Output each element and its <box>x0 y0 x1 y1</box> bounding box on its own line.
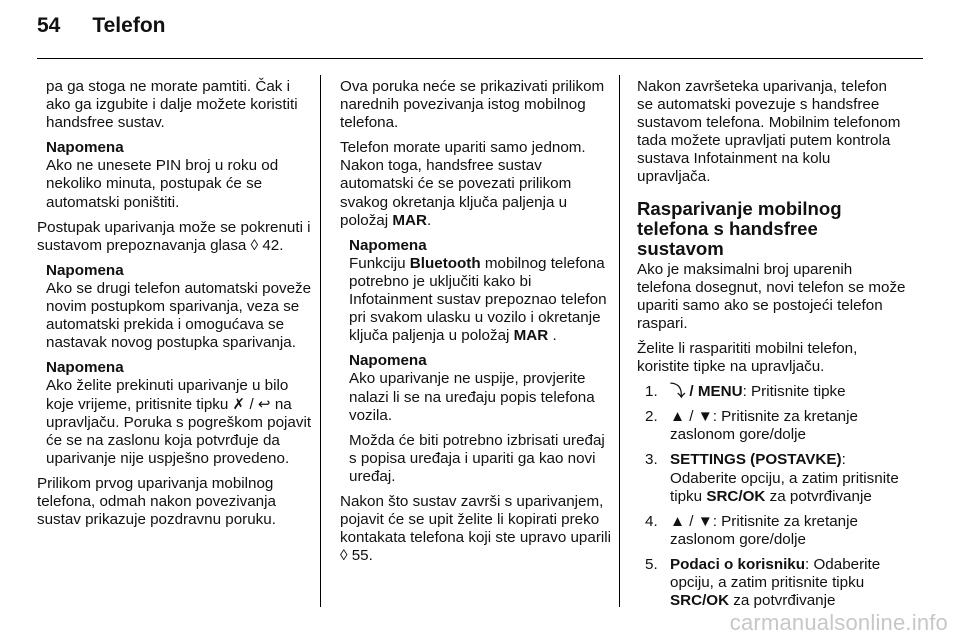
note-heading: Napomena <box>349 352 427 370</box>
paragraph: Nakon završeteka uparivanja, telefon se automatski povezuje s handsfree sustavom telefona. Mobilnim telefonom tada možete upravljati putem kontrola sustava Infotainment na kolu upravljača. <box>637 78 901 186</box>
text-run: . <box>548 327 557 345</box>
paragraph <box>340 139 612 229</box>
column-2 <box>340 78 612 572</box>
header-rule <box>37 58 923 59</box>
column-divider-1 <box>320 75 321 607</box>
step-text: ▲ / ▼: Pritisnite za kretanje zaslonom gore/dolje <box>670 408 858 444</box>
paragraph: Ova poruka neće se prikazivati prilikom narednih povezivanja istog mobilnog telefona. <box>340 78 605 132</box>
note-heading: Napomena <box>46 359 124 377</box>
note <box>37 139 312 211</box>
step-key: ⤵ / MENU <box>670 383 743 401</box>
note-text: Ako ne unesete PIN broj u roku od nekoliko minuta, postupak će se automatski poništiti. <box>46 157 279 211</box>
text-run: . <box>426 211 432 229</box>
column-1 <box>37 78 312 536</box>
paragraph: Nakon što sustav završi s uparivanjem, pojavit će se upit želite li kopirati preko kontakata telefona koji ste upravo uparili ◊ 55. <box>340 492 612 565</box>
step-text: ▲ / ▼: Pritisnite za kretanje zaslonom gore/dolje <box>670 512 858 548</box>
step-text: : Odaberite opciju, a zatim pritisnite tipku <box>670 555 881 591</box>
paragraph: pa ga stoga ne morate pamtiti. Čak i ako ga izgubite i dalje možete koristiti handsfree sustav. <box>46 78 298 132</box>
page-header <box>37 14 165 38</box>
step-key: Podaci o korisniku <box>670 555 806 573</box>
step-number: 3. <box>645 451 658 469</box>
step-number: 2. <box>645 408 658 426</box>
bluetooth-label: Bluetooth <box>409 254 481 272</box>
list-item <box>645 556 907 610</box>
steps-list <box>637 383 907 610</box>
paragraph: Želite li rasparititi mobilni telefon, koristite tipke na upravljaču. <box>637 339 858 376</box>
list-item <box>645 408 907 444</box>
note-heading: Napomena <box>46 261 124 279</box>
note <box>340 237 612 346</box>
text-run: Telefon morate upariti samo jednom. Nakon toga, handsfree sustav automatski će se povezati prilikom svakog okretanja ključa paljenja u položaj <box>340 139 586 229</box>
text-run: Funkciju <box>349 254 410 272</box>
note <box>37 359 312 468</box>
text-run: mobilnog telefona potrebno je uključiti kako bi Infotainment sustav prepoznao telefon pri svakom ulasku u vozilo i okretanje ključa paljenja u položaj <box>349 254 607 345</box>
step-key: SRC/OK <box>670 592 730 610</box>
note <box>37 262 312 352</box>
step-text: za potvrđivanje <box>729 592 836 610</box>
step-number: 1. <box>645 383 658 401</box>
section-title: Telefon <box>92 14 166 37</box>
step-number: 5. <box>645 555 658 573</box>
step-text: : Pritisnite tipke <box>742 383 846 401</box>
watermark: carmanualsonline.info <box>729 610 948 635</box>
note-heading: Napomena <box>46 139 124 157</box>
step-key: SRC/OK <box>706 487 766 505</box>
step-key: SETTINGS (POSTAVKE) <box>670 451 842 469</box>
step-number: 4. <box>645 512 658 530</box>
note-heading: Napomena <box>349 236 427 254</box>
note-text: Ako uparivanje ne uspije, provjerite nalazi li se na uređaju popis telefona vozila. <box>349 370 595 424</box>
note-text: Ako se drugi telefon automatski poveže novim postupkom sparivanja, veza se automatski prekida i omogućava se nastavak novog postupka sparivanja. <box>46 279 312 352</box>
step-text: za potvrđivanje <box>765 487 872 505</box>
mar-label: MAR <box>513 327 549 345</box>
column-divider-2 <box>619 75 620 607</box>
list-item <box>645 513 907 549</box>
paragraph: Postupak uparivanja može se pokrenuti i sustavom prepoznavanja glasa ◊ 42. <box>37 218 311 254</box>
list-item <box>645 451 907 505</box>
note-text: Ako želite prekinuti uparivanje u bilo koje vrijeme, pritisnite tipku ✗ / ↩ na upravljaču. Poruka s pogreškom pojavit će se na zaslonu koja potvrđuje da uparivanje nije uspješno provedeno. <box>46 377 312 467</box>
note-text: Možda će biti potrebno izbrisati uređaj s popisa uređaja i upariti ga kao novi uređaj. <box>349 431 605 485</box>
paragraph: Prilikom prvog uparivanja mobilnog telefona, odmah nakon povezivanja sustav prikazuje pozdravnu poruku. <box>37 474 276 529</box>
list-item <box>645 383 907 401</box>
paragraph: Ako je maksimalni broj uparenih telefona dosegnut, novi telefon se može upariti samo ako se postojeći telefon raspari. <box>637 260 906 332</box>
mar-label: MAR <box>392 211 427 229</box>
section-heading: Rasparivanje mobilnog telefona s handsfree sustavom <box>637 197 842 259</box>
step-text: : Odaberite opciju, a zatim pritisnite tipku <box>670 451 899 505</box>
note <box>340 352 612 424</box>
column-3 <box>637 78 907 617</box>
page-number: 54 <box>37 14 61 37</box>
